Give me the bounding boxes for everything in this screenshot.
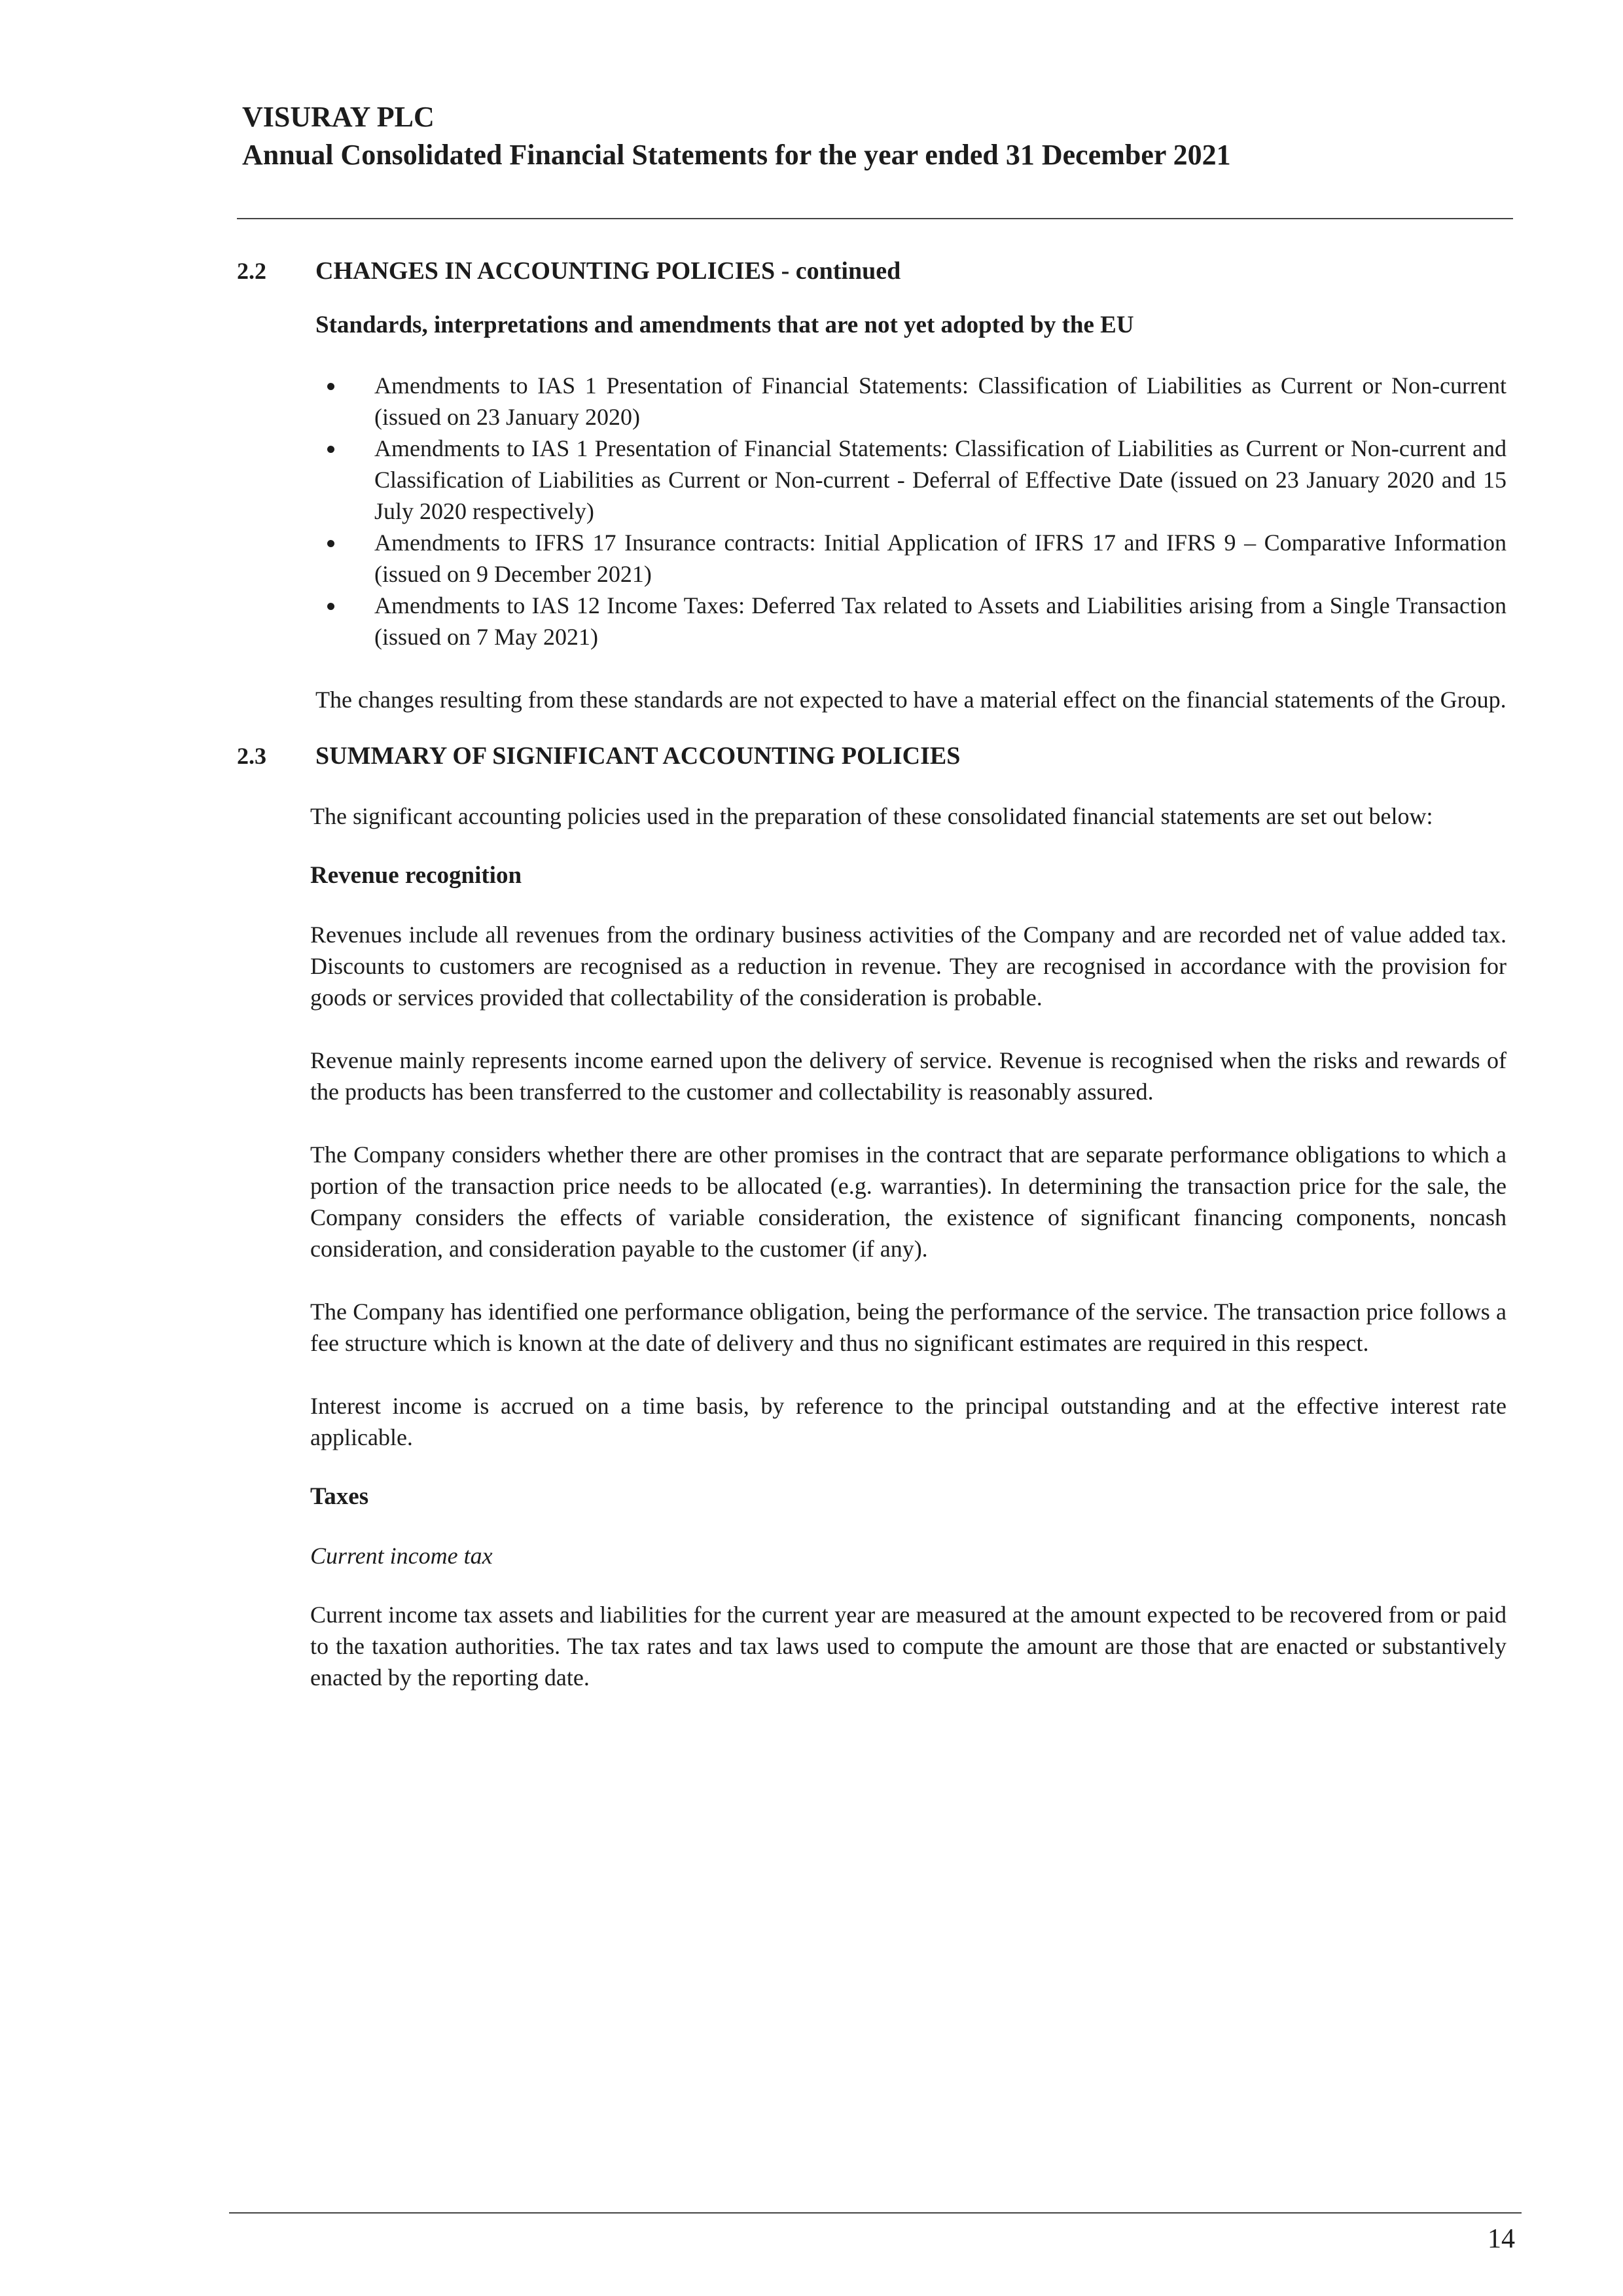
conclusion-paragraph: The changes resulting from these standards are not expected to have a material effect on the financial statements of the Group. xyxy=(315,687,1507,713)
subheading-text: Standards, interpretations and amendments that are not yet adopted by the EU xyxy=(315,312,1134,338)
list-item-text: Amendments to IAS 1 Presentation of Financial Statements: Classification of Liabilities as Current or Non-current (issued on 23 January 2020) xyxy=(374,372,1507,430)
taxes-heading xyxy=(310,1480,1507,1513)
revenue-heading xyxy=(310,859,1507,891)
intro-paragraph: The significant accounting policies used in the preparation of these consolidated financial statements are set out below: xyxy=(310,803,1433,829)
subheading-not-adopted xyxy=(315,309,1507,341)
revenue-paragraph: The Company has identified one performance obligation, being the performance of the service. The transaction price follows a fee structure which is known at the date of delivery and thus no significant estimates are required in this respect. xyxy=(310,1299,1507,1356)
revenue-paragraph: Revenue mainly represents income earned upon the delivery of service. Revenue is recognised when the risks and rewards of the products has been transferred to the customer and collectability is reasonably assured. xyxy=(310,1047,1507,1105)
section-number: 2.3 xyxy=(237,743,266,769)
list-item-text: Amendments to IFRS 17 Insurance contracts: Initial Application of IFRS 17 and IFRS 9 – Comparative Information (issued on 9 December 2021) xyxy=(374,529,1507,587)
list-item xyxy=(315,433,1507,527)
revenue-paragraph: Interest income is accrued on a time basis, by reference to the principal outstanding and at the effective interest rate applicable. xyxy=(310,1393,1507,1450)
amendments-list xyxy=(315,370,1507,653)
page-body xyxy=(237,255,1513,1693)
section-2-2-heading xyxy=(237,255,1513,287)
revenue-paragraph: The Company considers whether there are other promises in the contract that are separate performance obligations to which a portion of the transaction price needs to be allocated (e.g. warranties). In determining the transaction price for the sale, the Company considers the effects of variable consideration, the existence of significant financing components, noncash consideration, and consideration payable to the customer (if any). xyxy=(310,1141,1507,1262)
page-header xyxy=(242,98,1518,174)
page-number: 14 xyxy=(1488,2224,1515,2254)
list-item-text: Amendments to IAS 1 Presentation of Financial Statements: Classification of Liabilities as Current or Non-current and Classification of Liabilities as Current or Non-current - Deferral of Effective Date (issued on 23 January 2020 and 15 July 2020 respectively) xyxy=(374,435,1507,524)
section-title: CHANGES IN ACCOUNTING POLICIES - continued xyxy=(315,257,901,285)
company-name: VISURAY PLC xyxy=(242,101,435,133)
list-item xyxy=(315,590,1507,653)
revenue-heading-text: Revenue recognition xyxy=(310,862,522,889)
taxes-heading-text: Taxes xyxy=(310,1483,369,1510)
current-tax-paragraph: Current income tax assets and liabilities for the current year are measured at the amount expected to be recovered from or paid to the taxation authorities. The tax rates and tax laws used to compute the amount are those that are enacted or substantively enacted by the reporting date. xyxy=(310,1602,1507,1691)
section-title: SUMMARY OF SIGNIFICANT ACCOUNTING POLICIES xyxy=(315,742,961,770)
current-tax-heading: Current income tax xyxy=(310,1543,493,1569)
revenue-paragraph: Revenues include all revenues from the ordinary business activities of the Company and are recorded net of value added tax. Discounts to customers are recognised as a reduction in revenue. They are recognised in accordance with the provision for goods or services provided that collectability of the consideration is probable. xyxy=(310,922,1507,1011)
section-number: 2.2 xyxy=(237,258,266,284)
list-item xyxy=(315,370,1507,433)
header-divider xyxy=(237,218,1513,219)
section-2-3-heading xyxy=(237,740,1513,772)
bullet-icon xyxy=(327,540,334,547)
document-title: Annual Consolidated Financial Statements for the year ended 31 December 2021 xyxy=(242,139,1231,171)
bullet-icon xyxy=(327,383,334,390)
list-item-text: Amendments to IAS 12 Income Taxes: Deferred Tax related to Assets and Liabilities arising from a Single Transaction (issued on 7 May 2021) xyxy=(374,592,1507,650)
bullet-icon xyxy=(327,446,334,453)
footer-divider xyxy=(229,2212,1522,2214)
bullet-icon xyxy=(327,603,334,610)
list-item xyxy=(315,527,1507,590)
